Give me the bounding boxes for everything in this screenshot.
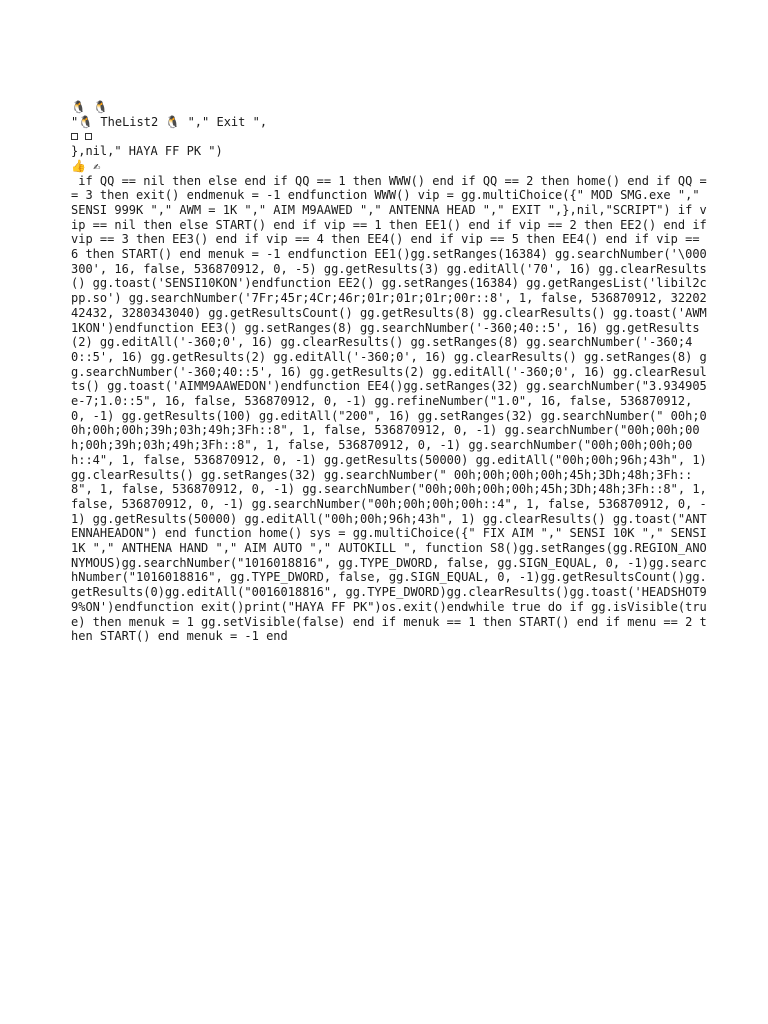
- box-glyph-row: [71, 129, 711, 144]
- hand-glyph-row: 👍 ✍: [71, 158, 101, 173]
- box-icon: [85, 133, 92, 140]
- document-page: [71, 100, 714, 644]
- penguin-glyph-row: 🐧 🐧: [71, 100, 109, 114]
- script-code-body: if QQ == nil then else end if QQ == 1 then WWW() end if QQ == 2 then home() end if QQ == 3 then exit() endmenuk = -1 endfunction WWW() vip = gg.multiChoice({" MOD SMG.exe "," SENSI 999K "," AWM = 1K "," AIM M9AAWED "," ANTENNA HEAD "," EXIT ",},nil,"SCRIPT") if vip == nil then else START() end if vip == 1 then EE1() end if vip == 2 then EE2() end if vip == 3 then EE3() end if vip == 4 then EE4() end if vip == 5 then EE4() end if vip == 6 then START() end menuk = -1 endfunction EE1()gg.setRanges(16384) gg.searchNumber('\000300', 16, false, 536870912, 0, -5) gg.getResults(3) gg.editAll('70', 16) gg.clearResults() gg.toast('SENSI10KON')endfunction EE2() gg.setRanges(16384) gg.getRangesList('libil2cpp.so') gg.searchNumber('7Fr;45r;4Cr;46r;01r;01r;01r;00r::8', 1, false, 536870912, 3220242432, 3280343040) gg.getResultsCount() gg.getResults(8) gg.clearResults() gg.toast('AWM1KON')endfunction EE3() gg.setRanges(8) gg.searchNumber('-360;40::5', 16) gg.getResults(2) gg.editAll('-360;0', 16) gg.clearResults() gg.setRanges(8) gg.searchNumber('-360;40::5', 16) gg.getResults(2) gg.editAll('-360;0', 16) gg.clearResults() gg.setRanges(8) gg.searchNumber('-360;40::5', 16) gg.getResults(2) gg.editAll('-360;0', 16) gg.clearResults() gg.toast('AIMM9AAWEDON')endfunction EE4()gg.setRanges(32) gg.searchNumber("3.934905e-7;1.0::5", 16, false, 536870912, 0, -1) gg.refineNumber("1.0", 16, false, 536870912, 0, -1) gg.getResults(100) gg.editAll("200", 16) gg.setRanges(32) gg.searchNumber(" 00h;00h;00h;00h;39h;03h;49h;3Fh::8", 1, false, 536870912, 0, -1) gg.searchNumber("00h;00h;00h;00h;39h;03h;49h;3Fh::8", 1, false, 536870912, 0, -1) gg.searchNumber("00h;00h;00h;00h::4", 1, false, 536870912, 0, -1) gg.getResults(50000) gg.editAll("00h;00h;96h;43h", 1) gg.clearResults() gg.setRanges(32) gg.searchNumber(" 00h;00h;00h;00h;45h;3Dh;48h;3Fh::8", 1, false, 536870912, 0, -1) gg.searchNumber("00h;00h;00h;00h;45h;3Dh;48h;3Fh::8", 1, false, 536870912, 0, -1) gg.searchNumber("00h;00h;00h;00h::4", 1, false, 536870912, 0, -1) gg.getResults(50000) gg.editAll("00h;00h;96h;43h", 1) gg.clearResults() gg.toast("ANTENNAHEADON") end function home() sys = gg.multiChoice({" FIX AIM "," SENSI 10K "," SENSI 1K "," ANTHENA HAND "," AIM AUTO "," AUTOKILL ", function S8()gg.setRanges(gg.REGION_ANONYMOUS)gg.searchNumber("1016018816", gg.TYPE_DWORD, false, gg.SIGN_EQUAL, 0, -1)gg.searchNumber("1016018816", gg.TYPE_DWORD, false, gg.SIGN_EQUAL, 0, -1)gg.getResultsCount()gg.getResults(0)gg.editAll("0016018816", gg.TYPE_DWORD)gg.clearResults()gg.toast('HEADSHOT99%ON')endfunction exit()print("HAYA FF PK")os.exit()endwhile true do if gg.isVisible(true) then menuk = 1 gg.setVisible(false) end if menuk == 1 then START() end if menu == 2 then START() end menuk = -1 end: [71, 173, 714, 644]
- close-nil-line: },nil," HAYA FF PK "): [71, 144, 223, 159]
- box-icon: [71, 133, 78, 140]
- list-title-line: "🐧 TheList2 🐧 "," Exit ",: [71, 114, 268, 129]
